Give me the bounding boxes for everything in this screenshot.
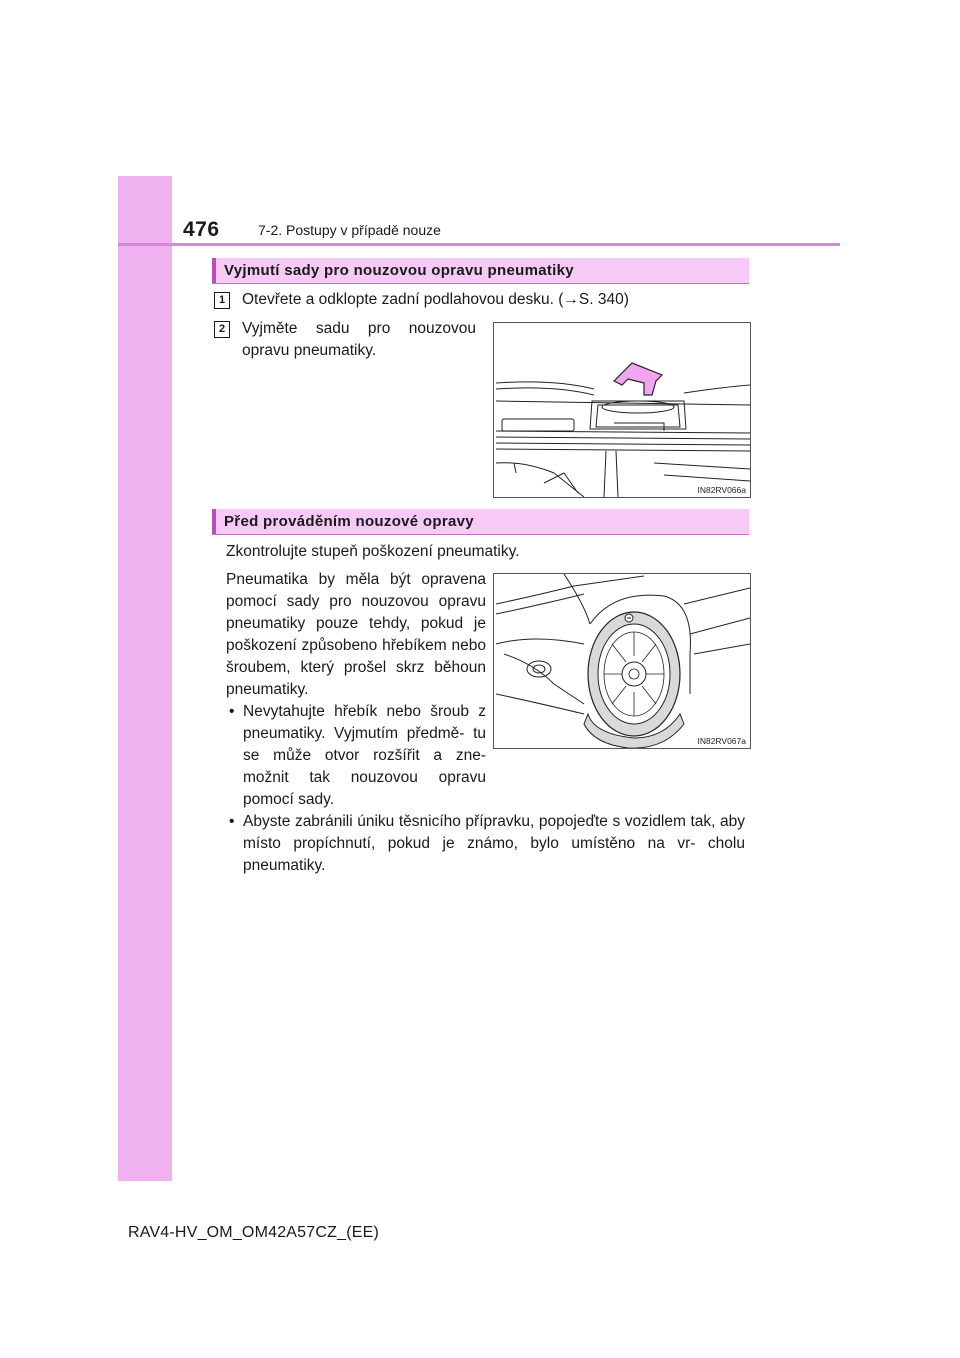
step-number-2: 2: [214, 321, 230, 338]
section-heading-text: Před prováděním nouzové opravy: [224, 513, 474, 530]
inspect-intro-text: Zkontrolujte stupeň poškození pneumatiky.: [226, 543, 520, 560]
bullet-item-dont-remove-nail: [229, 701, 486, 811]
bullet-mark: •: [229, 813, 235, 830]
step-2-text: Vyjměte sadu pro nouzovou opravu pneumatiky.: [242, 320, 476, 359]
figure-code-1: IN82RV066a: [697, 485, 746, 495]
figure-kit-removal: [493, 322, 751, 498]
figure-code-2: IN82RV067a: [697, 736, 746, 746]
document-code-footer: RAV4-HV_OM_OM42A57CZ_(EE): [128, 1224, 379, 1241]
section-heading-before-repair: [212, 509, 749, 535]
bullet-text: Nevytahujte hřebík nebo šroub z pneumatiky. Vyjmutím předmě- tu se může otvor rozšířit a zne- možnit tak nouzovou opravu pomocí sady.: [243, 703, 486, 808]
page-number: 476: [183, 218, 220, 241]
header-rule: [118, 243, 840, 246]
repair-condition-paragraph: Pneumatika by měla být opravena pomocí sady pro nouzovou opravu pneumatiky pouze tehdy, pokud je poškození způsobeno hřebíkem nebo šroubem, který prošel skrz běhoun pneumatiky.: [226, 571, 486, 698]
punctured-tire-illustration: [494, 574, 750, 748]
bullet-mark: •: [229, 703, 235, 720]
figure-punctured-tire: [493, 573, 751, 749]
step-number-1: 1: [214, 292, 230, 309]
kit-removal-illustration: [494, 323, 750, 497]
bullet-text: Abyste zabránili úniku těsnicího přípravku, popojeďte s vozidlem tak, aby místo propíchnutí, pokud je známo, bylo umístěno na vr- cholu pneumatiky.: [243, 813, 745, 874]
section-heading-remove-kit: [212, 258, 749, 284]
bullet-item-drive-puncture-top: [229, 811, 745, 881]
chapter-sidebar-tab: [118, 176, 172, 1181]
step-1-text: Otevřete a odklopte zadní podlahovou desku. (→S. 340): [242, 291, 629, 308]
chapter-title: 7-2. Postupy v případě nouze: [258, 222, 441, 238]
section-heading-text: Vyjmutí sady pro nouzovou opravu pneumatiky: [224, 262, 574, 279]
